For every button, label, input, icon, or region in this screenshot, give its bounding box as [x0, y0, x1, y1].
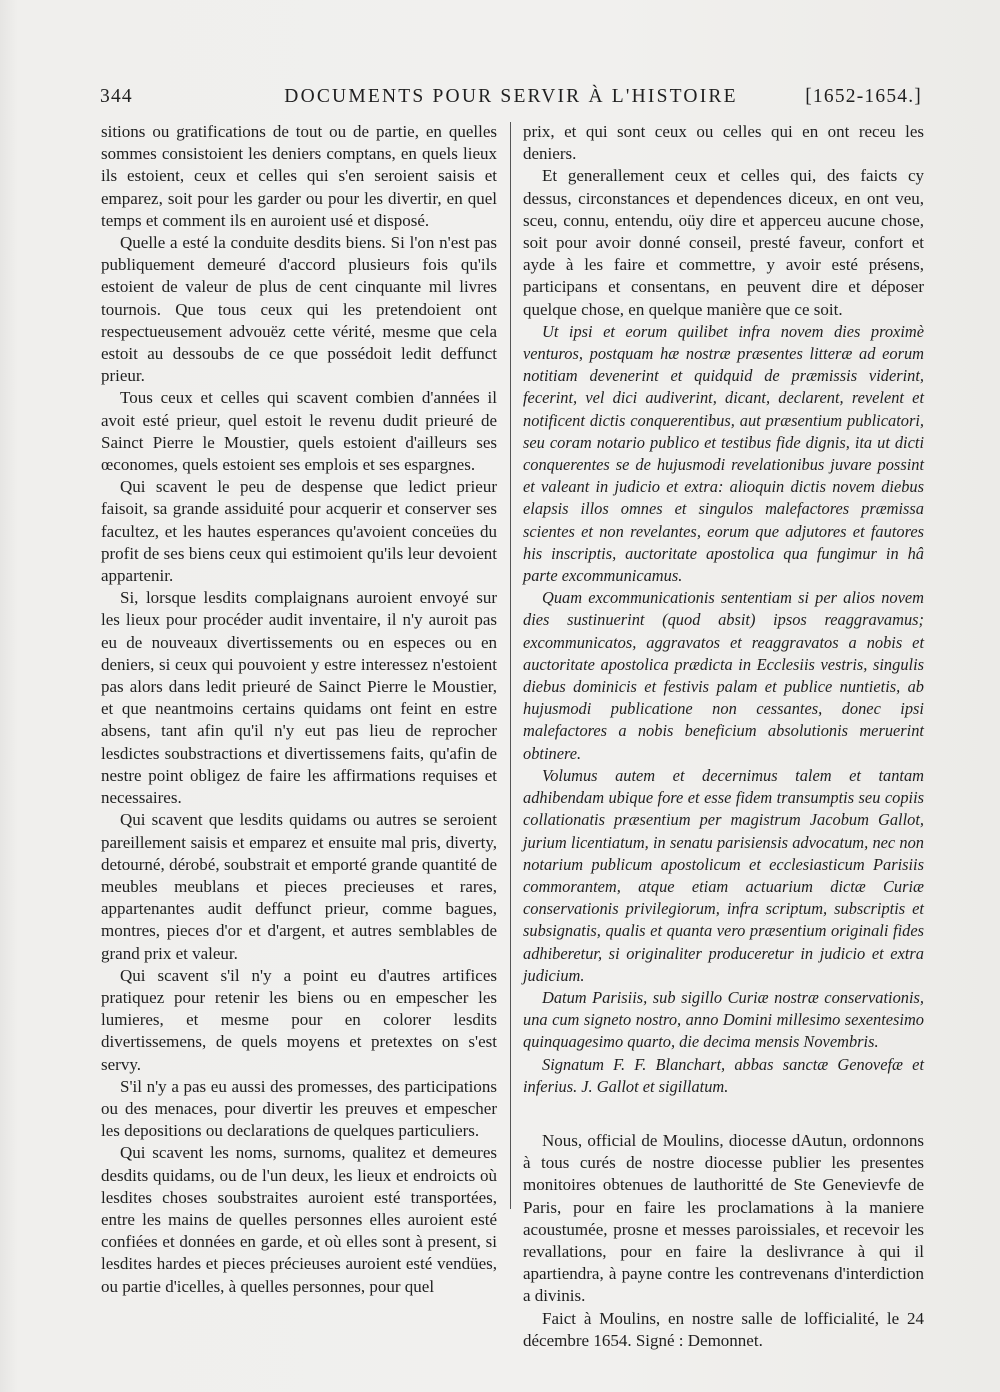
paragraph: sitions ou gratifications de tout ou de partie, en quelles sommes consistoient les deniers comptans, en quels lieux ils estoient, ceux et celles qui s'en seroient saisis et emparez, soit pour les garder ou pour les divertir, en quel temps et comment ils en auroient usé et disposé.	[101, 122, 497, 230]
running-header	[100, 86, 922, 112]
closing-signature: Faict à Moulins, en nostre salle de lofficialité, le 24 décembre 1654. Signé : Demonnet.	[523, 1308, 924, 1350]
paragraph: prix, et qui sont ceux ou celles qui en ont receu les deniers.	[523, 122, 924, 164]
right-column	[523, 121, 924, 1352]
closing-paragraph: Nous, official de Moulins, diocesse dAutun, ordonnons à tous curés de nostre diocesse publier les presentes monitoires obtenues de lauthoritté de Ste Genevievfe de Paris, pour en faire les proclamations à la maniere acoustumée, prosne et messes paroissiales, et recevoir les revallations, pour en faire la deslivrance à qui il apartiendra, à payne contre les contrevenans d'interdiction a divinis.	[523, 1130, 924, 1306]
paragraph: Et generallement ceux et celles qui, des faicts cy dessus, circonstances et dependences diceux, en ont veu, sceu, connu, entendu, oüy dire et apperceu aucune chose, soit pour avoir donné conseil, presté faveur, confort et ayde à les faire et commettre, y avoir esté présens, participans et consentans, en peuvent dire et déposer quelque chose, en quelque manière que ce soit.	[523, 166, 924, 319]
latin-paragraph: Ut ipsi et eorum quilibet infra novem dies proximè venturos, postquam hæ nostræ præsentes litteræ ad eorum notitiam devenerint et quidquid de præmissis viderint, fecerint, vel dici audiverint, dicant, declarent, revelent et notificent dictis conquerentibus, aut præsentium publicatori, seu coram notario publico et testibus fide dignis, ita ut dicti conquerentes se de hujusmodi revelationibus juvare possint et valeant in judicio et extra: alioquin dictis novem diebus elapsis illos omnes et singulos malefactores præmissa scientes et non revelantes, eorum que adjutores et fautores his inscriptis, auctoritate apostolica qua fungimur in hâ parte excommunicamus.	[523, 321, 924, 586]
date-range: [1652-1654.]	[805, 86, 922, 107]
column-divider	[510, 122, 511, 1209]
paragraph: Qui scavent les noms, surnoms, qualitez et demeures desdits quidams, ou de l'un deux, les lieux et endroicts où lesdites choses soubstraites auroient esté transportées, entre les mains de quelles personnes elles auroient esté confiées et données en garde, et où elles sont à present, si lesdites hardes et pieces précieuses auroient esté vendües, ou partie d'icelles, à quelles personnes, pour quel	[101, 1143, 497, 1296]
latin-paragraph: Quam excommunicationis sententiam si per alios novem dies sustinuerint (quod absit) ipsos reaggravamus; excommunicatos, aggravatos et reaggravatos a nobis et auctoritate apostolica prædicta in Ecclesiis vestris, singulis diebus dominicis et festivis palam et publice nuntietis, ab hujusmodi publicatione non cessantes, donec ipsi malefactores a nobis beneficium absolutionis meruerint obtinere.	[523, 588, 924, 763]
latin-paragraph: Datum Parisiis, sub sigillo Curiæ nostræ conservationis, una cum signeto nostro, anno Domini millesimo sexentesimo quinquagesimo quarto, die decima mensis Novembris.	[523, 987, 924, 1052]
page-number: 344	[100, 86, 133, 107]
latin-signature: Signatum F. F. Blanchart, abbas sanctæ Genovefæ et inferius. J. Gallot et sigillatum.	[523, 1054, 924, 1096]
paragraph: Quelle a esté la conduite desdits biens. Si l'on n'est pas publiquement demeuré d'accord plusieurs fois qu'ils estoient de valeur de plus de cent cinquante mil livres tournois. Que tous ceux qui les pretendoient ont respectueusement advouëz cette vérité, mesme que cela estoit au dessoubs de ce que possédoit ledit deffunct prieur.	[101, 233, 497, 386]
left-column	[101, 121, 497, 1298]
paragraph: Tous ceux et celles qui scavent combien d'années il avoit esté prieur, quel estoit le revenu dudit prieuré de Sainct Pierre le Moustier, quels estoient d'ailleurs ses œconomes, quels estoient ses emplois et ses espargnes.	[101, 388, 497, 475]
paragraph: Qui scavent que lesdits quidams ou autres se seroient pareillement saisis et emparez et ensuite mal pris, diverty, detourné, dérobé, soubstrait et emporté grande quantité de meubles meublans et pieces precieuses et rares, appartenantes audit deffunct prieur, comme bagues, montres, pieces d'or et d'argent, et autres semblables de grand prix et valeur.	[101, 810, 497, 963]
paragraph: S'il n'y a pas eu aussi des promesses, des participations ou des menaces, pour divertir les preuves et empescher les depositions ou declarations de quelques particuliers.	[101, 1076, 497, 1141]
running-title: DOCUMENTS POUR SERVIR À L'HISTOIRE	[284, 86, 738, 107]
latin-paragraph: Volumus autem et decernimus talem et tantam adhibendam ubique fore et esse fidem transumptis seu copiis collationatis præsentium per magistrum Jacobum Gallot, jurium licentiatum, in senatu parisiensis advocatum, nec non notarium publicum apostolicum et ecclesiasticum Parisiis commorantem, atque etiam actuarium dictæ Curiæ conservationis privilegiorum, infra scriptum, subscriptis et subsignatis, qualis et quanta vero præsentium originali fides adhiberetur, si originaliter produceretur in judicio et extra judicium.	[523, 765, 924, 985]
paragraph: Si, lorsque lesdits complaignans auroient envoyé sur les lieux pour procéder audit inventaire, il n'y auroit pas eu de nouveaux divertissements ou en especes ou en deniers, si ceux qui pouvoient y estre interessez n'estoient pas alors dans ledit prieuré de Sainct Pierre le Moustier, et que neantmoins certains quidams ont feint en estre absens, tant afin qu'il n'y eut pas lieu de reprocher lesdictes soubstractions et divertissemens faits, qu'afin de nestre point obligez de faire les affirmations requises et necessaires.	[101, 588, 497, 808]
paragraph: Qui scavent s'il n'y a point eu d'autres artifices pratiquez pour retenir les biens ou en empescher les lumieres, et mesme pour en colorer lesdits divertissemens, de quels moyens et pretextes on s'est servy.	[101, 965, 497, 1074]
section-gap	[523, 1098, 924, 1130]
paragraph: Qui scavent le peu de despense que ledict prieur faisoit, sa grande assiduité pour acquerir et conserver ses facultez, et les hautes esperances qu'avoient conceües du profit de ses biens ceux qui estimoient qu'ils leur devoient appartenir.	[101, 477, 497, 586]
